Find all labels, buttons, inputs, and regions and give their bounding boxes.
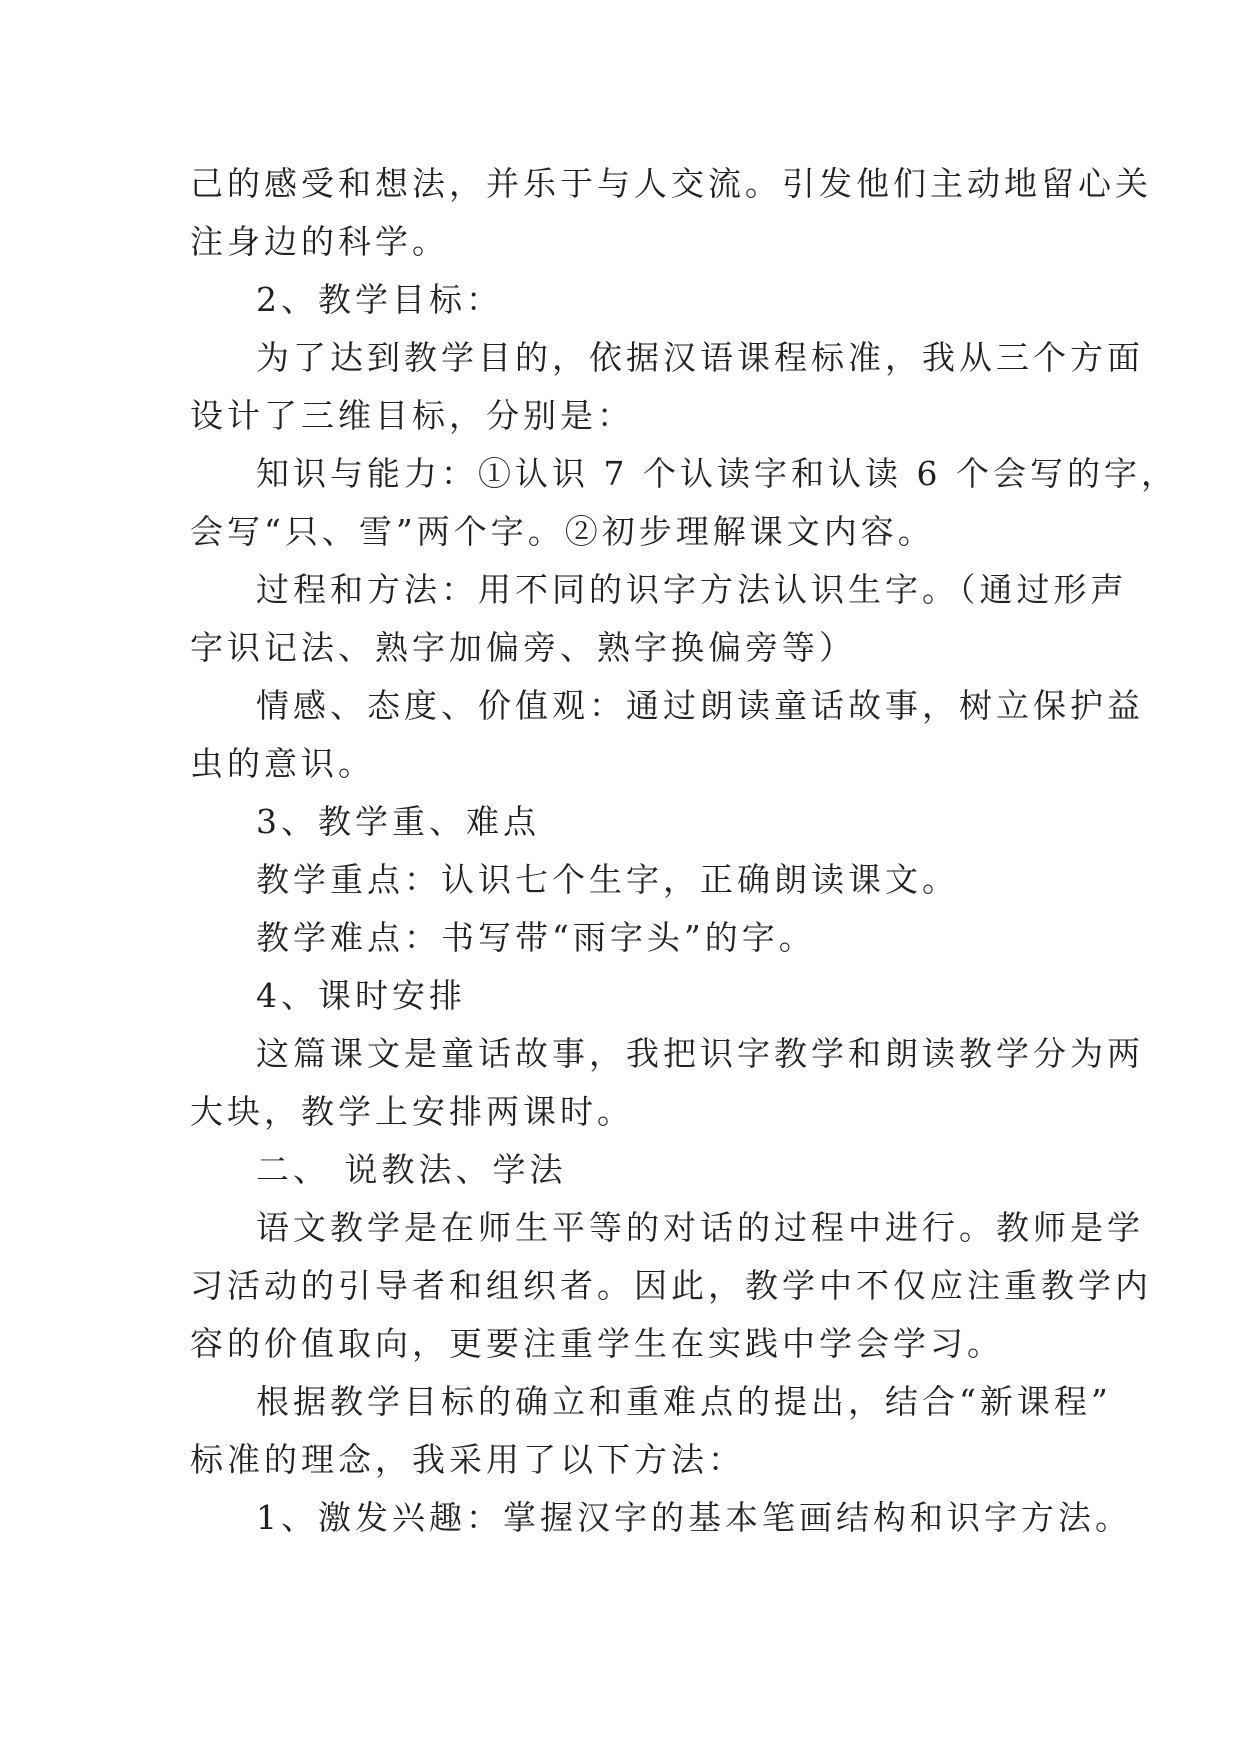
text-line: 设计了三维目标，分别是： [190, 396, 634, 435]
text-line: 情感、态度、价值观：通过朗读童话故事，树立保护益 [256, 686, 1144, 725]
section-heading: 二、 说教法、学法 [256, 1150, 567, 1189]
section-heading: 3、教学重、难点 [256, 802, 540, 841]
text-line: 语文教学是在师生平等的对话的过程中进行。教师是学 [256, 1208, 1144, 1247]
text-line: 虫的意识。 [190, 744, 375, 783]
text-line: 己的感受和想法，并乐于与人交流。引发他们主动地留心关 [190, 164, 1152, 203]
text-line: 这篇课文是童话故事，我把识字教学和朗读教学分为两 [256, 1034, 1144, 1073]
text-line: 标准的理念，我采用了以下方法： [190, 1440, 745, 1479]
text-line: 教学重点：认识七个生字，正确朗读课文。 [256, 860, 959, 899]
text-line: 1、激发兴趣：掌握汉字的基本笔画结构和识字方法。 [256, 1498, 1132, 1537]
text-line: 知识与能力：①认识 7 个认读字和认读 6 个会写的字， [256, 454, 1178, 493]
text-line: 根据教学目标的确立和重难点的提出，结合“新课程” [256, 1382, 1112, 1421]
text-line: 为了达到教学目的，依据汉语课程标准，我从三个方面 [256, 338, 1144, 377]
text-line: 习活动的引导者和组织者。因此，教学中不仅应注重教学内 [190, 1266, 1152, 1305]
text-line: 字识记法、熟字加偏旁、熟字换偏旁等） [190, 628, 856, 667]
text-line: 大块，教学上安排两课时。 [190, 1092, 634, 1131]
section-heading: 2、教学目标： [256, 280, 503, 319]
text-line: 会写“只、雪”两个字。②初步理解课文内容。 [190, 512, 935, 551]
text-line: 过程和方法：用不同的识字方法认识生字。（通过形声 [256, 570, 1128, 609]
section-heading: 4、课时安排 [256, 976, 466, 1015]
text-line: 容的价值取向，更要注重学生在实践中学会学习。 [190, 1324, 1004, 1363]
text-line: 注身边的科学。 [190, 222, 449, 261]
text-line: 教学难点：书写带“雨字头”的字。 [256, 918, 816, 957]
